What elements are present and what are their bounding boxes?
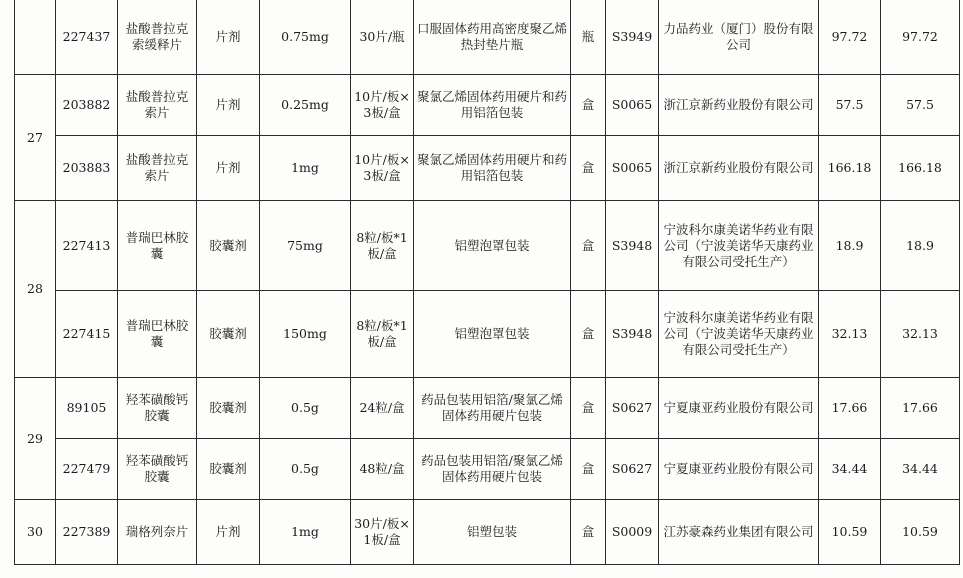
company-code-cell: S3948 <box>606 291 659 378</box>
unit-cell: 盒 <box>571 500 606 565</box>
drug-price-table <box>14 0 960 565</box>
dosage-form-cell: 片剂 <box>197 500 260 565</box>
unit-price-cell: 97.72 <box>881 0 960 75</box>
drug-name-cell: 羟苯磺酸钙胶囊 <box>118 439 197 500</box>
table-row <box>15 0 960 75</box>
unit-price-cell: 166.18 <box>881 136 960 201</box>
pack-material-cell: 聚氯乙烯固体药用硬片和药用铝箔包装 <box>414 136 571 201</box>
table-row <box>15 291 960 378</box>
table-row <box>15 439 960 500</box>
dosage-form-cell: 胶囊剂 <box>197 378 260 439</box>
drug-name-cell: 羟苯磺酸钙胶囊 <box>118 378 197 439</box>
company-cell: 浙江京新药业股份有限公司 <box>659 136 819 201</box>
unit-price-cell: 34.44 <box>881 439 960 500</box>
drug-code-cell: 227479 <box>56 439 118 500</box>
price-cell: 97.72 <box>819 0 881 75</box>
pack-spec-cell: 30片/瓶 <box>351 0 414 75</box>
drug-name-cell: 普瑞巴林胶囊 <box>118 201 197 291</box>
seq-cell: 27 <box>15 75 56 201</box>
drug-name-cell: 瑞格列奈片 <box>118 500 197 565</box>
unit-cell: 盒 <box>571 378 606 439</box>
drug-code-cell: 203883 <box>56 136 118 201</box>
dosage-form-cell: 片剂 <box>197 0 260 75</box>
seq-cell <box>15 0 56 75</box>
dosage-form-cell: 胶囊剂 <box>197 291 260 378</box>
drug-code-cell: 227389 <box>56 500 118 565</box>
table-row <box>15 500 960 565</box>
pack-spec-cell: 8粒/板*1板/盒 <box>351 201 414 291</box>
price-cell: 32.13 <box>819 291 881 378</box>
drug-code-cell: 227413 <box>56 201 118 291</box>
company-cell: 浙江京新药业股份有限公司 <box>659 75 819 136</box>
pack-material-cell: 铝塑泡罩包装 <box>414 201 571 291</box>
table-row <box>15 75 960 136</box>
price-cell: 166.18 <box>819 136 881 201</box>
unit-price-cell: 57.5 <box>881 75 960 136</box>
drug-name-cell: 普瑞巴林胶囊 <box>118 291 197 378</box>
unit-cell: 盒 <box>571 136 606 201</box>
pack-spec-cell: 48粒/盒 <box>351 439 414 500</box>
strength-cell: 75mg <box>260 201 351 291</box>
seq-cell: 28 <box>15 201 56 378</box>
company-cell: 力品药业（厦门）股份有限公司 <box>659 0 819 75</box>
dosage-form-cell: 胶囊剂 <box>197 201 260 291</box>
company-code-cell: S3949 <box>606 0 659 75</box>
drug-name-cell: 盐酸普拉克索片 <box>118 75 197 136</box>
seq-cell: 30 <box>15 500 56 565</box>
strength-cell: 0.75mg <box>260 0 351 75</box>
strength-cell: 0.25mg <box>260 75 351 136</box>
pack-spec-cell: 10片/板×3板/盒 <box>351 136 414 201</box>
pack-material-cell: 口服固体药用高密度聚乙烯热封垫片瓶 <box>414 0 571 75</box>
table-row <box>15 201 960 291</box>
pack-material-cell: 药品包装用铝箔/聚氯乙烯固体药用硬片包装 <box>414 378 571 439</box>
price-cell: 34.44 <box>819 439 881 500</box>
drug-name-cell: 盐酸普拉克索缓释片 <box>118 0 197 75</box>
unit-price-cell: 17.66 <box>881 378 960 439</box>
price-cell: 57.5 <box>819 75 881 136</box>
company-code-cell: S0627 <box>606 378 659 439</box>
seq-cell: 29 <box>15 378 56 500</box>
company-code-cell: S0009 <box>606 500 659 565</box>
unit-cell: 盒 <box>571 201 606 291</box>
unit-price-cell: 18.9 <box>881 201 960 291</box>
company-code-cell: S0065 <box>606 136 659 201</box>
company-cell: 宁波科尔康美诺华药业有限公司（宁波美诺华天康药业有限公司受托生产） <box>659 291 819 378</box>
price-cell: 17.66 <box>819 378 881 439</box>
strength-cell: 1mg <box>260 136 351 201</box>
drug-code-cell: 227437 <box>56 0 118 75</box>
unit-cell: 盒 <box>571 75 606 136</box>
unit-cell: 瓶 <box>571 0 606 75</box>
company-cell: 江苏豪森药业集团有限公司 <box>659 500 819 565</box>
pack-spec-cell: 30片/板×1板/盒 <box>351 500 414 565</box>
company-code-cell: S3948 <box>606 201 659 291</box>
company-cell: 宁夏康亚药业股份有限公司 <box>659 378 819 439</box>
drug-code-cell: 227415 <box>56 291 118 378</box>
price-cell: 10.59 <box>819 500 881 565</box>
table-row <box>15 136 960 201</box>
strength-cell: 0.5g <box>260 439 351 500</box>
unit-cell: 盒 <box>571 291 606 378</box>
pack-spec-cell: 24粒/盒 <box>351 378 414 439</box>
company-code-cell: S0065 <box>606 75 659 136</box>
company-code-cell: S0627 <box>606 439 659 500</box>
company-cell: 宁夏康亚药业股份有限公司 <box>659 439 819 500</box>
price-cell: 18.9 <box>819 201 881 291</box>
strength-cell: 150mg <box>260 291 351 378</box>
dosage-form-cell: 胶囊剂 <box>197 439 260 500</box>
drug-code-cell: 89105 <box>56 378 118 439</box>
pack-spec-cell: 10片/板×3板/盒 <box>351 75 414 136</box>
pack-material-cell: 铝塑包装 <box>414 500 571 565</box>
unit-price-cell: 32.13 <box>881 291 960 378</box>
pack-material-cell: 铝塑泡罩包装 <box>414 291 571 378</box>
company-cell: 宁波科尔康美诺华药业有限公司（宁波美诺华天康药业有限公司受托生产） <box>659 201 819 291</box>
strength-cell: 1mg <box>260 500 351 565</box>
pack-material-cell: 聚氯乙烯固体药用硬片和药用铝箔包装 <box>414 75 571 136</box>
unit-price-cell: 10.59 <box>881 500 960 565</box>
strength-cell: 0.5g <box>260 378 351 439</box>
dosage-form-cell: 片剂 <box>197 136 260 201</box>
pack-spec-cell: 8粒/板*1板/盒 <box>351 291 414 378</box>
pack-material-cell: 药品包装用铝箔/聚氯乙烯固体药用硬片包装 <box>414 439 571 500</box>
unit-cell: 盒 <box>571 439 606 500</box>
drug-name-cell: 盐酸普拉克索片 <box>118 136 197 201</box>
table-row <box>15 378 960 439</box>
dosage-form-cell: 片剂 <box>197 75 260 136</box>
drug-code-cell: 203882 <box>56 75 118 136</box>
